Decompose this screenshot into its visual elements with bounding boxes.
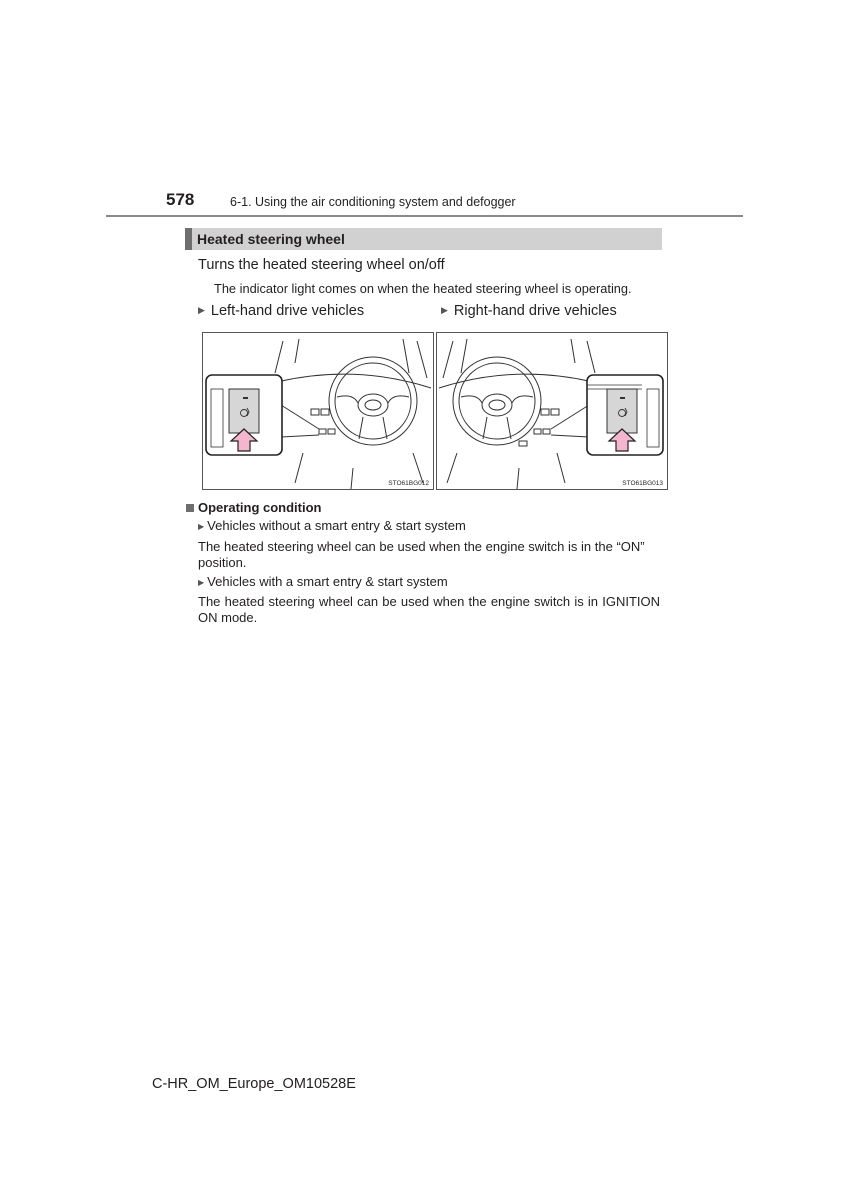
- condition-item-1-text: The heated steering wheel can be used when the engine switch is in the “ON” position.: [198, 539, 645, 570]
- left-hand-drive-heading: [198, 303, 364, 319]
- page-number: 578: [166, 190, 195, 209]
- condition-item-2-text: The heated steering wheel can be used when the engine switch is in IGNITION ON mode.: [198, 594, 660, 625]
- header-rule: [106, 215, 743, 217]
- triangle-bullet-icon: ▶: [198, 522, 205, 531]
- figure-code-left: STO61BG012: [388, 480, 429, 487]
- left-hand-drive-label: Left-hand drive vehicles: [210, 303, 365, 319]
- indicator-note: The indicator light comes on when the heated steering wheel is operating.: [214, 281, 632, 296]
- steering-wheel-right-drawing: [437, 333, 667, 489]
- section-heading-bar: [185, 228, 662, 250]
- right-hand-drive-illustration: [436, 332, 668, 490]
- operating-condition-heading: [186, 500, 322, 515]
- condition-item-1-label: Vehicles without a smart entry & start system: [207, 518, 466, 533]
- document-code: C-HR_OM_Europe_OM10528E: [152, 1076, 356, 1092]
- condition-item-2-heading: [198, 574, 448, 589]
- triangle-bullet-icon: ▶: [198, 305, 205, 315]
- left-hand-drive-illustration: [202, 332, 434, 490]
- steering-wheel-left-drawing: [203, 333, 433, 489]
- section-accent: [185, 228, 192, 250]
- right-hand-drive-heading: [441, 303, 617, 319]
- running-head: 6-1. Using the air conditioning system and defogger: [230, 195, 516, 209]
- section-title: Heated steering wheel: [197, 231, 345, 247]
- square-bullet-icon: [186, 504, 194, 512]
- intro-text: Turns the heated steering wheel on/off: [198, 257, 445, 273]
- right-hand-drive-label: Right-hand drive vehicles: [453, 303, 617, 319]
- triangle-bullet-icon: ▶: [441, 305, 448, 315]
- figure-code-right: STO61BG013: [622, 480, 663, 487]
- condition-item-2-label: Vehicles with a smart entry & start system: [207, 574, 448, 589]
- triangle-bullet-icon: ▶: [198, 578, 205, 587]
- operating-condition-title: Operating condition: [198, 500, 322, 515]
- condition-item-1-heading: [198, 518, 466, 533]
